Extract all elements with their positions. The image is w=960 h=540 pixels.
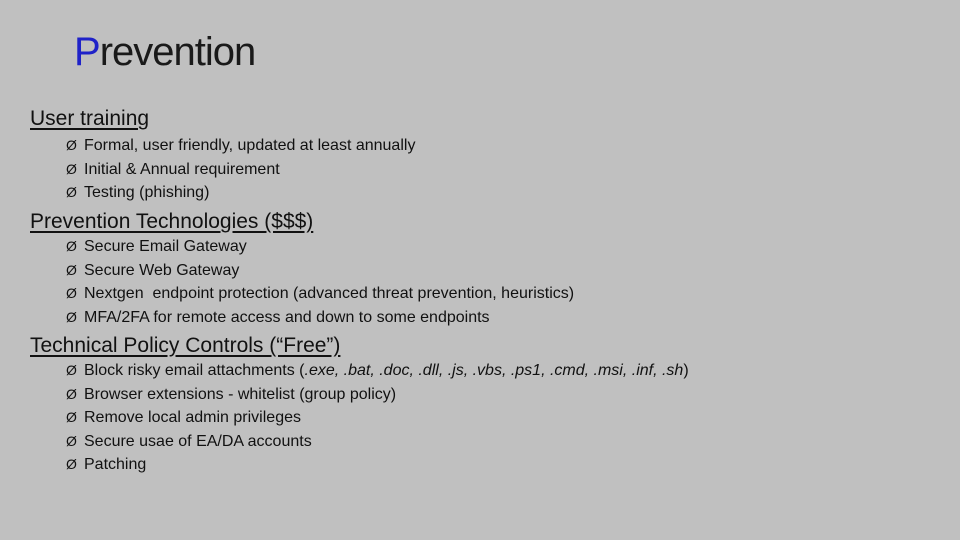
section-heading-prevention-technologies: Prevention Technologies ($$$) (30, 210, 314, 233)
list-item: Ø Secure Email Gateway (66, 235, 574, 259)
arrow-bullet-icon: Ø (66, 308, 77, 325)
list-item: Ø Testing (phishing) (66, 181, 415, 205)
arrow-bullet-icon: Ø (66, 456, 77, 472)
section-heading-user-training: User training (30, 107, 150, 130)
technical-policy-controls-list (66, 359, 689, 477)
list-item: Ø Secure usae of EA/DA accounts (66, 430, 689, 454)
arrow-bullet-icon: Ø (66, 160, 77, 177)
list-item: Ø MFA/2FA for remote access and down to some endpoints (66, 306, 574, 330)
arrow-bullet-icon: Ø (66, 238, 77, 254)
user-training-list (66, 134, 415, 205)
list-item: Ø Patching (66, 453, 689, 477)
arrow-bullet-icon: Ø (66, 137, 77, 153)
arrow-bullet-icon: Ø (66, 184, 77, 200)
list-item: Ø Secure Web Gateway (66, 259, 574, 283)
title-first-letter: P (74, 30, 100, 74)
section-heading-technical-policy-controls: Technical Policy Controls (“Free”) (30, 334, 341, 357)
prevention-technologies-list (66, 235, 574, 329)
list-item: Ø Formal, user friendly, updated at least annually (66, 134, 415, 158)
list-item: Ø Initial & Annual requirement (66, 158, 415, 182)
arrow-bullet-icon: Ø (66, 362, 77, 378)
arrow-bullet-icon: Ø (66, 261, 77, 278)
arrow-bullet-icon: Ø (66, 432, 77, 449)
list-item: Ø Browser extensions - whitelist (group policy) (66, 383, 689, 407)
slide-title (74, 28, 255, 76)
list-item: Ø Nextgen endpoint protection (advanced threat prevention, heuristics) (66, 282, 574, 306)
arrow-bullet-icon: Ø (66, 385, 77, 402)
arrow-bullet-icon: Ø (66, 409, 77, 425)
list-item: Ø Block risky email attachments (.exe, .bat, .doc, .dll, .js, .vbs, .ps1, .cmd, .msi, .inf, .sh) (66, 359, 689, 383)
list-item: Ø Remove local admin privileges (66, 406, 689, 430)
arrow-bullet-icon: Ø (66, 285, 77, 301)
title-rest: revention (99, 30, 256, 74)
